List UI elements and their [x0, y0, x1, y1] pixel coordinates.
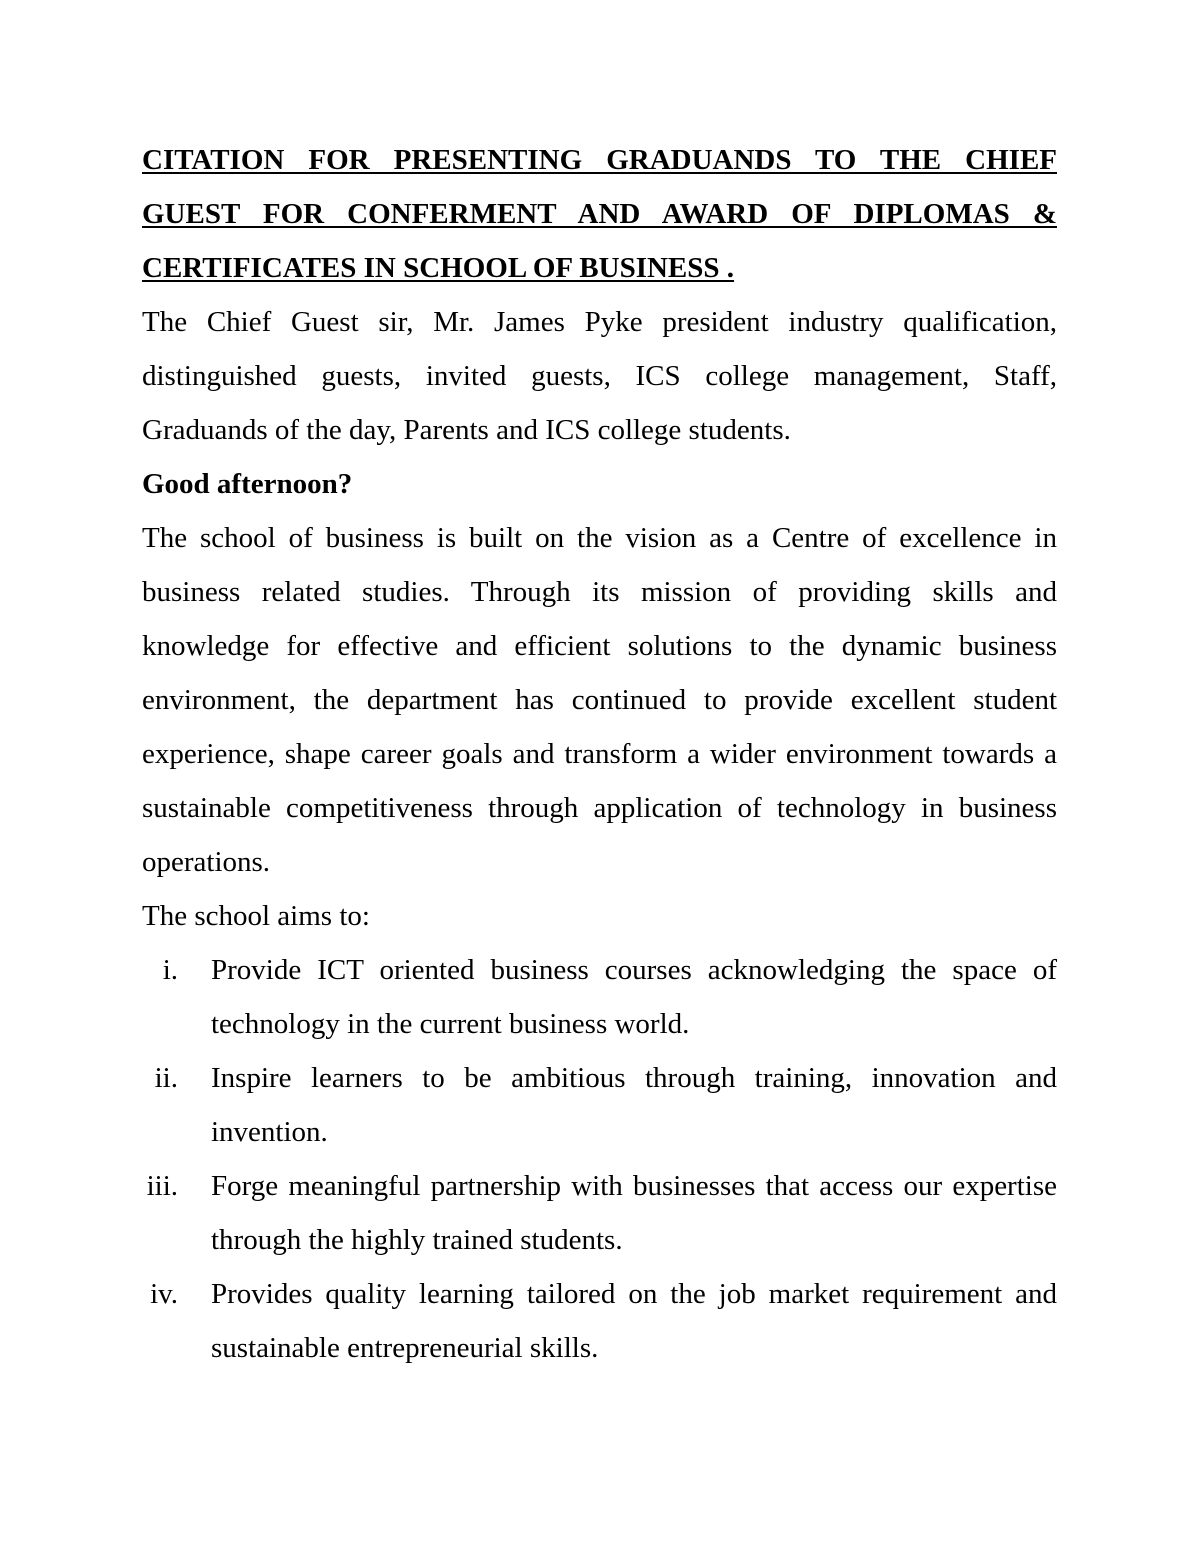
list-item: [142, 943, 1057, 1051]
list-item: [142, 1051, 1057, 1159]
list-numeral: ii.: [154, 1062, 178, 1094]
document-title: CITATION FOR PRESENTING GRADUANDS TO THE CHIEF GUEST FOR CONFERMENT AND AWARD OF DIPLOMAS & CERTIFICATES IN SCHOOL OF BUSINESS .: [142, 144, 1057, 284]
list-item-text: Provide ICT oriented business courses acknowledging the space of technology in the current business world.: [211, 954, 1057, 1040]
list-item: [142, 1159, 1057, 1267]
aims-list: [142, 943, 1057, 1375]
list-numeral: i.: [162, 954, 178, 986]
aims-intro: The school aims to:: [142, 900, 370, 932]
list-item-text: Provides quality learning tailored on the job market requirement and sustainable entrepreneurial skills.: [211, 1278, 1057, 1364]
list-item: [142, 1267, 1057, 1375]
list-item-text: Inspire learners to be ambitious through training, innovation and invention.: [211, 1062, 1057, 1148]
list-numeral: iii.: [146, 1170, 178, 1202]
salutation-paragraph: The Chief Guest sir, Mr. James Pyke president industry qualification, distinguished guests, invited guests, ICS college management, Staff, Graduands of the day, Parents and ICS college students.: [142, 306, 1057, 446]
list-numeral: iv.: [150, 1278, 178, 1310]
list-item-text: Forge meaningful partnership with businesses that access our expertise through the highly trained students.: [211, 1170, 1057, 1256]
greeting: Good afternoon?: [142, 468, 353, 500]
vision-paragraph: The school of business is built on the vision as a Centre of excellence in business related studies. Through its mission of providing skills and knowledge for effective and efficient solutions to the dynamic business environment, the department has continued to provide excellent student experience, shape career goals and transform a wider environment towards a sustainable competitiveness through application of technology in business operations.: [142, 522, 1057, 878]
document-body: [142, 133, 1057, 1375]
